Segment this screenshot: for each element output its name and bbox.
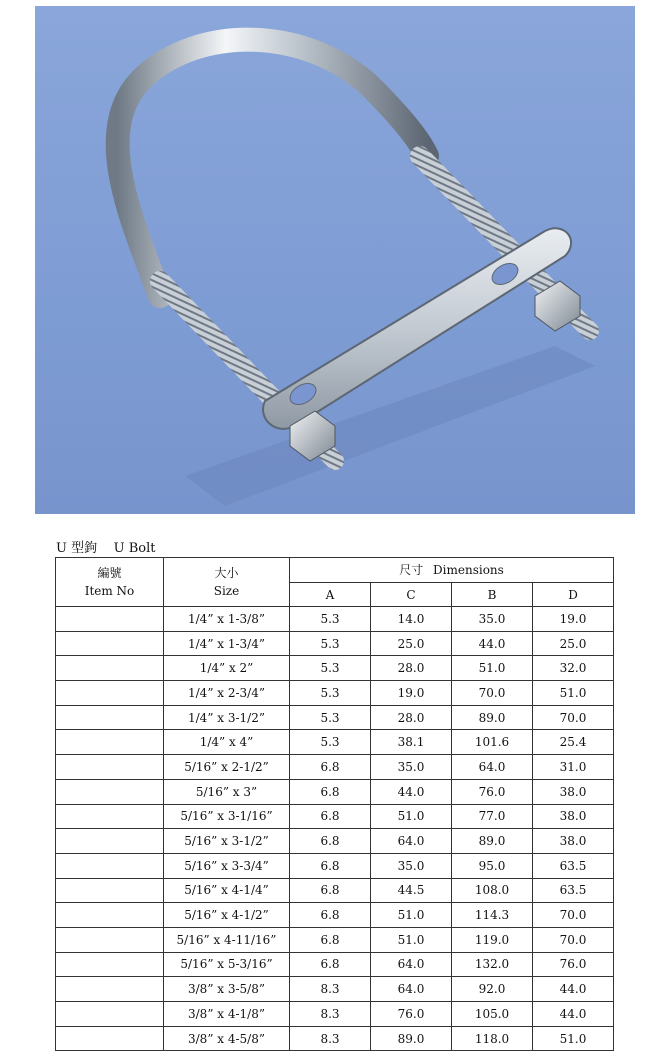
dim-d-cell: 25.0 [533, 631, 614, 656]
table-row [56, 952, 614, 977]
dim-b-cell: 89.0 [452, 829, 533, 854]
dim-c-cell: 51.0 [371, 804, 452, 829]
dim-b-cell: 114.3 [452, 903, 533, 928]
size-header-cn: 大小 [214, 566, 239, 580]
dim-d-cell: 19.0 [533, 607, 614, 632]
dim-b-cell: 119.0 [452, 927, 533, 952]
dim-b-cell: 108.0 [452, 878, 533, 903]
size-cell: 1/4” x 1-3/8” [164, 607, 290, 632]
col-header-d: D [533, 583, 614, 607]
dim-c-cell: 14.0 [371, 607, 452, 632]
table-row [56, 853, 614, 878]
dim-a-cell: 6.8 [290, 952, 371, 977]
item-no-cell [56, 1026, 164, 1051]
size-cell: 5/16” x 4-1/2” [164, 903, 290, 928]
item-no-cell [56, 829, 164, 854]
dim-a-cell: 8.3 [290, 977, 371, 1002]
dim-b-cell: 95.0 [452, 853, 533, 878]
size-cell: 5/16” x 3-1/16” [164, 804, 290, 829]
dim-b-cell: 92.0 [452, 977, 533, 1002]
dim-d-cell: 51.0 [533, 681, 614, 706]
dim-a-cell: 5.3 [290, 681, 371, 706]
dim-b-cell: 51.0 [452, 656, 533, 681]
dim-a-cell: 5.3 [290, 656, 371, 681]
u-bolt-illustration [35, 6, 635, 514]
size-cell: 1/4” x 2” [164, 656, 290, 681]
dim-c-cell: 64.0 [371, 977, 452, 1002]
dim-a-cell: 6.8 [290, 927, 371, 952]
table-row [56, 927, 614, 952]
col-header-c: C [371, 583, 452, 607]
size-cell: 1/4” x 1-3/4” [164, 631, 290, 656]
dim-c-cell: 51.0 [371, 903, 452, 928]
item-no-cell [56, 730, 164, 755]
dim-b-cell: 132.0 [452, 952, 533, 977]
size-cell: 5/16” x 4-11/16” [164, 927, 290, 952]
size-cell: 5/16” x 3” [164, 779, 290, 804]
item-no-cell [56, 779, 164, 804]
size-cell: 1/4” x 2-3/4” [164, 681, 290, 706]
item-no-cell [56, 656, 164, 681]
item-no-header-en: Item No [84, 584, 135, 598]
table-row [56, 730, 614, 755]
dim-d-cell: 31.0 [533, 755, 614, 780]
product-photo [35, 6, 635, 514]
dim-d-cell: 38.0 [533, 829, 614, 854]
dim-a-cell: 6.8 [290, 903, 371, 928]
size-cell: 5/16” x 3-3/4” [164, 853, 290, 878]
u-bolt-spec-table [55, 557, 614, 1051]
dim-b-cell: 70.0 [452, 681, 533, 706]
size-cell: 1/4” x 3-1/2” [164, 705, 290, 730]
item-no-cell [56, 878, 164, 903]
dim-a-cell: 6.8 [290, 755, 371, 780]
table-row [56, 607, 614, 632]
dim-a-cell: 5.3 [290, 730, 371, 755]
col-header-a: A [290, 583, 371, 607]
table-row [56, 681, 614, 706]
dim-a-cell: 6.8 [290, 779, 371, 804]
table-row [56, 631, 614, 656]
dim-b-cell: 44.0 [452, 631, 533, 656]
dim-a-cell: 5.3 [290, 607, 371, 632]
dim-c-cell: 35.0 [371, 755, 452, 780]
header-row-1 [56, 558, 614, 583]
dim-c-cell: 28.0 [371, 705, 452, 730]
dim-d-cell: 76.0 [533, 952, 614, 977]
dim-d-cell: 44.0 [533, 977, 614, 1002]
table-row [56, 755, 614, 780]
table-row [56, 656, 614, 681]
size-cell: 5/16” x 3-1/2” [164, 829, 290, 854]
dim-b-cell: 77.0 [452, 804, 533, 829]
dim-c-cell: 28.0 [371, 656, 452, 681]
dim-a-cell: 6.8 [290, 829, 371, 854]
dim-c-cell: 76.0 [371, 1002, 452, 1027]
dim-a-cell: 8.3 [290, 1026, 371, 1051]
dim-c-cell: 38.1 [371, 730, 452, 755]
item-no-cell [56, 903, 164, 928]
size-header-en: Size [213, 584, 240, 598]
table-row [56, 779, 614, 804]
dim-c-cell: 44.5 [371, 878, 452, 903]
table-caption [56, 537, 155, 556]
dimensions-header-cn: 尺寸 [399, 563, 424, 577]
dim-a-cell: 8.3 [290, 1002, 371, 1027]
dim-b-cell: 118.0 [452, 1026, 533, 1051]
table-row [56, 804, 614, 829]
item-no-cell [56, 804, 164, 829]
dim-d-cell: 70.0 [533, 927, 614, 952]
item-no-cell [56, 755, 164, 780]
item-no-header-cn: 編號 [97, 566, 122, 580]
table-row [56, 829, 614, 854]
size-cell: 1/4” x 4” [164, 730, 290, 755]
item-no-cell [56, 705, 164, 730]
dim-b-cell: 35.0 [452, 607, 533, 632]
dim-d-cell: 51.0 [533, 1026, 614, 1051]
table-row [56, 1002, 614, 1027]
dim-d-cell: 38.0 [533, 804, 614, 829]
dim-a-cell: 5.3 [290, 631, 371, 656]
table-row [56, 878, 614, 903]
dim-d-cell: 32.0 [533, 656, 614, 681]
dim-b-cell: 64.0 [452, 755, 533, 780]
dimensions-header [290, 558, 614, 583]
caption-english: U Bolt [113, 541, 156, 556]
dim-b-cell: 89.0 [452, 705, 533, 730]
dim-c-cell: 89.0 [371, 1026, 452, 1051]
dim-c-cell: 35.0 [371, 853, 452, 878]
dim-b-cell: 76.0 [452, 779, 533, 804]
table-row [56, 1026, 614, 1051]
table-row [56, 977, 614, 1002]
item-no-cell [56, 952, 164, 977]
dim-c-cell: 44.0 [371, 779, 452, 804]
caption-chinese: U 型鉤 [56, 541, 98, 556]
dim-b-cell: 101.6 [452, 730, 533, 755]
dim-a-cell: 6.8 [290, 804, 371, 829]
dim-c-cell: 64.0 [371, 829, 452, 854]
item-no-cell [56, 681, 164, 706]
dim-d-cell: 38.0 [533, 779, 614, 804]
dim-c-cell: 25.0 [371, 631, 452, 656]
dim-d-cell: 25.4 [533, 730, 614, 755]
size-cell: 3/8” x 4-5/8” [164, 1026, 290, 1051]
size-cell: 5/16” x 2-1/2” [164, 755, 290, 780]
item-no-cell [56, 927, 164, 952]
size-header [164, 558, 290, 607]
size-cell: 5/16” x 4-1/4” [164, 878, 290, 903]
dim-c-cell: 19.0 [371, 681, 452, 706]
table-row [56, 705, 614, 730]
dimensions-header-en: Dimensions [433, 563, 504, 577]
dim-a-cell: 5.3 [290, 705, 371, 730]
table-row [56, 903, 614, 928]
dim-b-cell: 105.0 [452, 1002, 533, 1027]
dim-a-cell: 6.8 [290, 853, 371, 878]
item-no-cell [56, 977, 164, 1002]
dim-d-cell: 70.0 [533, 903, 614, 928]
size-cell: 5/16” x 5-3/16” [164, 952, 290, 977]
dim-a-cell: 6.8 [290, 878, 371, 903]
item-no-cell [56, 631, 164, 656]
item-no-cell [56, 607, 164, 632]
dim-d-cell: 44.0 [533, 1002, 614, 1027]
size-cell: 3/8” x 4-1/8” [164, 1002, 290, 1027]
col-header-b: B [452, 583, 533, 607]
dim-d-cell: 70.0 [533, 705, 614, 730]
dim-c-cell: 51.0 [371, 927, 452, 952]
dim-d-cell: 63.5 [533, 878, 614, 903]
dim-d-cell: 63.5 [533, 853, 614, 878]
item-no-cell [56, 853, 164, 878]
item-no-header [56, 558, 164, 607]
dim-c-cell: 64.0 [371, 952, 452, 977]
item-no-cell [56, 1002, 164, 1027]
size-cell: 3/8” x 3-5/8” [164, 977, 290, 1002]
